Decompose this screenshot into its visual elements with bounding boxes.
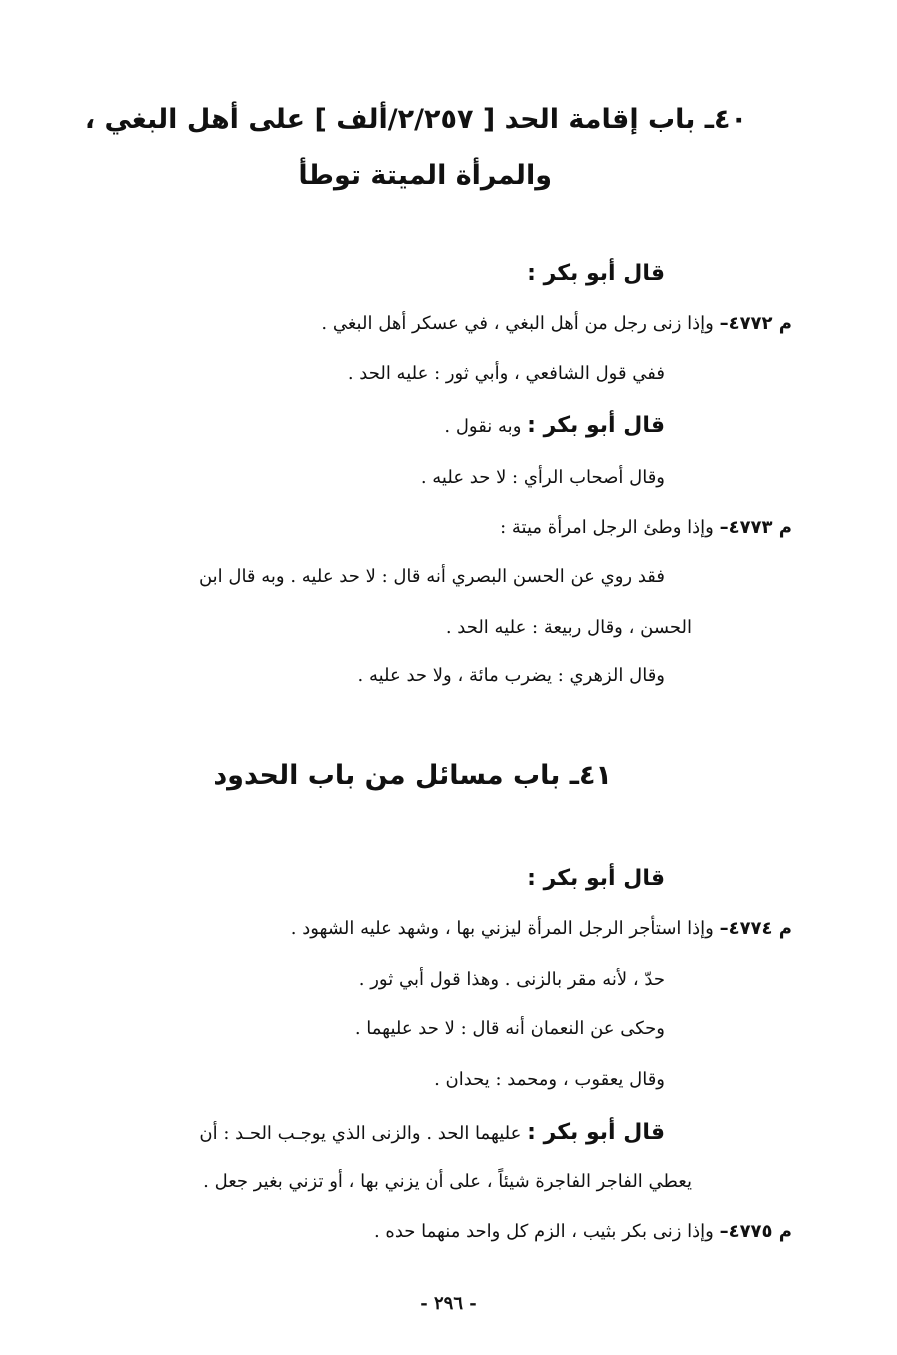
masala-4774: [291, 918, 792, 939]
masala-4775: [374, 1221, 792, 1242]
masala-text: وإذا زنى رجل من أهل البغي ، في عسكر أهل البغي .: [321, 313, 714, 334]
masala-number: م ٤٧٧٢–: [719, 313, 792, 334]
line-numan: وحكى عن النعمان أنه قال : لا حد عليهما .: [354, 1018, 665, 1039]
line-hasan-2: الحسن ، وقال ربيعة : عليه الحد .: [445, 617, 692, 638]
qal-abu-bakr-heading: قال أبو بكر :: [527, 261, 665, 286]
line-yaqub: وقال يعقوب ، ومحمد : يحدان .: [434, 1069, 665, 1090]
line-shafii: ففي قول الشافعي ، وأبي ثور : عليه الحد .: [347, 363, 665, 384]
qal-abu-bakr-heading-2: قال أبو بكر :: [527, 866, 665, 891]
line-hadd: حدّ ، لأنه مقر بالزنى . وهذا قول أبي ثور .: [358, 969, 665, 990]
line-yuti: يعطي الفاجر الفاجرة شيئاً ، على أن يزني بها ، أو تزني بغير جعل .: [203, 1171, 692, 1192]
qal-abu-bakr-line-3: [199, 1120, 665, 1145]
line-hasan-1: فقد روي عن الحسن البصري أنه قال : لا حد عليه . وبه قال ابن: [198, 566, 665, 587]
chapter-40-title-line2: والمرأة الميتة توطأ: [298, 160, 552, 191]
qal-abu-bakr-text: عليهما الحد . والزنى الذي يوجـب الحـد : أن: [199, 1123, 522, 1144]
chapter-40-title-line1: ٤٠ـ باب إقامة الحد [ ٢/٢٥٧/ألف ] على أهل البغي ،: [84, 104, 747, 135]
masala-text: وإذا زنى بكر بثيب ، الزم كل واحد منهما حده .: [373, 1221, 714, 1242]
qal-abu-bakr-label: قال أبو بكر :: [527, 413, 665, 438]
masala-text: وإذا وطئ الرجل امرأة ميتة :: [500, 517, 714, 538]
masala-number: م ٤٧٧٣–: [719, 517, 792, 538]
line-zuhri: وقال الزهري : يضرب مائة ، ولا حد عليه .: [357, 665, 665, 686]
masala-4772: [321, 313, 792, 334]
chapter-41-title: ٤١ـ باب مسائل من باب الحدود: [213, 760, 612, 791]
qal-abu-bakr-text: وبه نقول .: [444, 416, 522, 437]
page-number: - ٢٩٦ -: [420, 1293, 477, 1314]
qal-abu-bakr-line: [444, 413, 665, 438]
qal-abu-bakr-label: قال أبو بكر :: [527, 1120, 665, 1145]
masala-text: وإذا استأجر الرجل المرأة ليزني بها ، وشهد عليه الشهود .: [290, 918, 714, 939]
masala-4773: [500, 517, 792, 538]
masala-number: م ٤٧٧٥–: [719, 1221, 792, 1242]
line-ashab-al-ray: وقال أصحاب الرأي : لا حد عليه .: [420, 467, 665, 488]
masala-number: م ٤٧٧٤–: [719, 918, 792, 939]
